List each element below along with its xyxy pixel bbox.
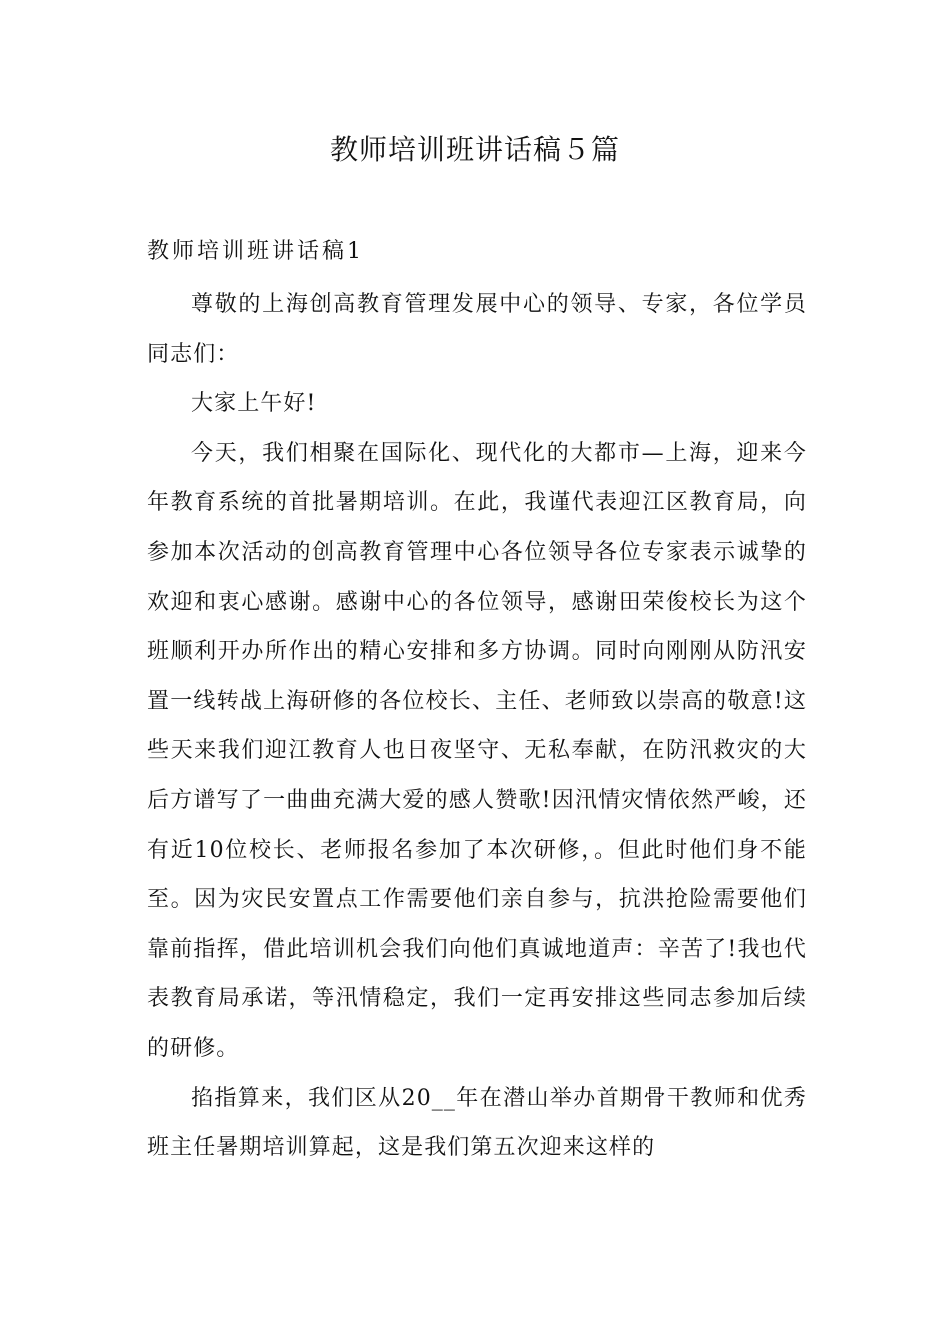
section-heading: 教师培训班讲话稿1 (147, 239, 364, 264)
paragraph-history: 掐指算来，我们区从20__年在潜山举办首期骨干教师和优秀班主任暑期培训算起，这是我们第五次迎来这样的 (147, 1085, 807, 1161)
paragraph-salutation: 尊敬的上海创高教育管理发展中心的领导、专家，各位学员同志们： (147, 292, 807, 367)
document-body (147, 280, 807, 1173)
document-title: 教师培训班讲话稿５篇 (329, 133, 620, 166)
paragraph-greeting: 大家上午好! (191, 391, 317, 417)
paragraph-main: 今天，我们相聚在国际化、现代化的大都市—上海，迎来今年教育系统的首批暑期培训。在此，我谨代表迎江区教育局，向参加本次活动的创高教育管理中心各位领导各位专家表示诚挚的欢迎和衷心感谢。感谢中心的各位领导，感谢田荣俊校长为这个班顺利开办所作出的精心安排和多方协调。同时向刚刚从防汛安置一线转战上海研修的各位校长、主任、老师致以崇高的敬意!这些天来我们迎江教育人也日夜坚守、无私奉献，在防汛救灾的大后方谱写了一曲曲充满大爱的感人赞歌!因汛情灾情依然严峻，还有近10位校长、老师报名参加了本次研修，。但此时他们身不能至。因为灾民安置点工作需要他们亲自参与，抗洪抢险需要他们靠前指挥，借此培训机会我们向他们真诚地道声：辛苦了!我也代表教育局承诺，等汛情稳定，我们一定再安排这些同志参加后续的研修。 (147, 440, 807, 1061)
